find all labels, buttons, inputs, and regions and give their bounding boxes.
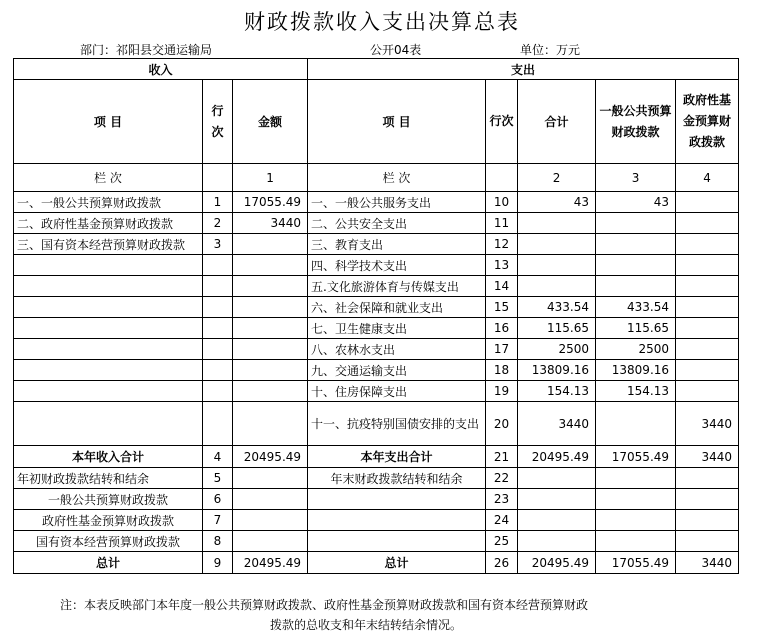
expense-general: 17055.49 xyxy=(596,446,676,468)
expense-total: 3440 xyxy=(518,402,596,446)
income-amount xyxy=(233,297,308,318)
expense-fund: 3440 xyxy=(676,446,739,468)
expense-fund-header: 政府性基金预算财政拨款 xyxy=(676,80,739,164)
table-row xyxy=(14,339,739,360)
expense-line: 16 xyxy=(486,318,518,339)
expense-fund xyxy=(676,468,739,489)
expense-item: 九、交通运输支出 xyxy=(308,360,486,381)
income-item xyxy=(14,276,203,297)
expense-item: 二、公共安全支出 xyxy=(308,213,486,234)
expense-fund xyxy=(676,255,739,276)
footnote-line-2: 拨款的总收支和年末结转结余情况。 xyxy=(270,618,463,632)
expense-header: 支出 xyxy=(308,59,739,80)
expense-line: 14 xyxy=(486,276,518,297)
expense-general: 17055.49 xyxy=(596,552,676,574)
expense-fund xyxy=(676,510,739,531)
income-line: 4 xyxy=(203,446,233,468)
carry-row xyxy=(14,489,739,510)
expense-item: 六、社会保障和就业支出 xyxy=(308,297,486,318)
income-amount xyxy=(233,339,308,360)
expense-line-header: 行次 xyxy=(486,80,518,164)
income-item: 一般公共预算财政拨款 xyxy=(14,489,203,510)
income-line xyxy=(203,297,233,318)
expense-total: 20495.49 xyxy=(518,446,596,468)
expense-general xyxy=(596,468,676,489)
income-amount: 20495.49 xyxy=(233,552,308,574)
expense-general xyxy=(596,234,676,255)
expense-general: 43 xyxy=(596,192,676,213)
income-item xyxy=(14,297,203,318)
expense-item: 一、一般公共服务支出 xyxy=(308,192,486,213)
expense-total xyxy=(518,468,596,489)
expense-line: 23 xyxy=(486,489,518,510)
expense-line: 13 xyxy=(486,255,518,276)
expense-general: 2500 xyxy=(596,339,676,360)
expense-total xyxy=(518,510,596,531)
income-line: 7 xyxy=(203,510,233,531)
expense-general: 154.13 xyxy=(596,381,676,402)
carry-row xyxy=(14,468,739,489)
budget-table xyxy=(13,58,739,574)
income-item: 二、政府性基金预算财政拨款 xyxy=(14,213,203,234)
expense-total xyxy=(518,531,596,552)
income-line: 5 xyxy=(203,468,233,489)
income-line: 1 xyxy=(203,192,233,213)
income-amount: 20495.49 xyxy=(233,446,308,468)
income-line xyxy=(203,255,233,276)
expense-line: 10 xyxy=(486,192,518,213)
income-item: 国有资本经营预算财政拨款 xyxy=(14,531,203,552)
expense-item: 五.文化旅游体育与传媒支出 xyxy=(308,276,486,297)
income-line xyxy=(203,360,233,381)
income-item-header: 项 目 xyxy=(14,80,203,164)
table-row xyxy=(14,192,739,213)
table-row xyxy=(14,234,739,255)
table-row xyxy=(14,213,739,234)
income-line: 8 xyxy=(203,531,233,552)
carry-row xyxy=(14,531,739,552)
income-amount: 17055.49 xyxy=(233,192,308,213)
income-amount xyxy=(233,531,308,552)
income-line-header: 行次 xyxy=(203,80,233,164)
income-grand-total-label: 总计 xyxy=(14,552,203,574)
empty-cell xyxy=(203,164,233,192)
table-row xyxy=(14,276,739,297)
department-label: 部门：祁阳县交通运输局 xyxy=(80,43,213,57)
expense-total: 13809.16 xyxy=(518,360,596,381)
expense-total xyxy=(518,234,596,255)
expense-fund xyxy=(676,213,739,234)
expense-general: 115.65 xyxy=(596,318,676,339)
expense-general xyxy=(596,489,676,510)
expense-item: 八、农林水支出 xyxy=(308,339,486,360)
income-line: 9 xyxy=(203,552,233,574)
income-col-label: 栏 次 xyxy=(14,164,203,192)
expense-item: 年末财政拨款结转和结余 xyxy=(308,468,486,489)
expense-total-header: 合计 xyxy=(518,80,596,164)
income-line xyxy=(203,276,233,297)
expense-line: 22 xyxy=(486,468,518,489)
expense-general xyxy=(596,213,676,234)
expense-line: 15 xyxy=(486,297,518,318)
income-item: 三、国有资本经营预算财政拨款 xyxy=(14,234,203,255)
expense-general: 13809.16 xyxy=(596,360,676,381)
expense-fund xyxy=(676,339,739,360)
income-line xyxy=(203,318,233,339)
expense-total xyxy=(518,489,596,510)
header-row-sections xyxy=(14,59,739,80)
expense-col-2: 2 xyxy=(518,164,596,192)
carry-row xyxy=(14,510,739,531)
expense-fund xyxy=(676,276,739,297)
expense-general xyxy=(596,402,676,446)
grand-total-row xyxy=(14,552,739,574)
income-amount xyxy=(233,234,308,255)
expense-grand-total-label: 总计 xyxy=(308,552,486,574)
expense-general xyxy=(596,510,676,531)
expense-item: 三、教育支出 xyxy=(308,234,486,255)
income-line xyxy=(203,381,233,402)
income-item xyxy=(14,318,203,339)
expense-total: 433.54 xyxy=(518,297,596,318)
income-line: 2 xyxy=(203,213,233,234)
footnote xyxy=(60,595,710,635)
income-item xyxy=(14,255,203,276)
table-row xyxy=(14,381,739,402)
expense-line: 18 xyxy=(486,360,518,381)
expense-total xyxy=(518,213,596,234)
income-amount xyxy=(233,255,308,276)
expense-total: 2500 xyxy=(518,339,596,360)
unit-label: 单位：万元 xyxy=(520,43,581,57)
expense-fund: 3440 xyxy=(676,402,739,446)
income-amount xyxy=(233,381,308,402)
expense-line: 11 xyxy=(486,213,518,234)
footnote-line-1: 注：本表反映部门本年度一般公共预算财政拨款、政府性基金预算财政拨款和国有资本经营预算财政 xyxy=(60,598,589,612)
covid-row xyxy=(14,402,739,446)
expense-total: 115.65 xyxy=(518,318,596,339)
expense-fund xyxy=(676,360,739,381)
income-amount xyxy=(233,318,308,339)
expense-total: 20495.49 xyxy=(518,552,596,574)
income-line xyxy=(203,339,233,360)
expense-line: 24 xyxy=(486,510,518,531)
income-amount xyxy=(233,468,308,489)
expense-col-3: 3 xyxy=(596,164,676,192)
expense-item: 四、科学技术支出 xyxy=(308,255,486,276)
expense-fund xyxy=(676,234,739,255)
expense-fund xyxy=(676,297,739,318)
expense-item: 十、住房保障支出 xyxy=(308,381,486,402)
year-total-row xyxy=(14,446,739,468)
income-year-total-label: 本年收入合计 xyxy=(14,446,203,468)
expense-fund xyxy=(676,192,739,213)
expense-line: 17 xyxy=(486,339,518,360)
table-row xyxy=(14,360,739,381)
expense-general: 433.54 xyxy=(596,297,676,318)
expense-total: 154.13 xyxy=(518,381,596,402)
expense-general xyxy=(596,531,676,552)
income-amount xyxy=(233,276,308,297)
column-index-row xyxy=(14,164,739,192)
income-item xyxy=(14,360,203,381)
income-line: 3 xyxy=(203,234,233,255)
income-line: 6 xyxy=(203,489,233,510)
expense-year-total-label: 本年支出合计 xyxy=(308,446,486,468)
expense-item xyxy=(308,510,486,531)
income-line xyxy=(203,402,233,446)
empty-cell xyxy=(486,164,518,192)
expense-general-header: 一般公共预算财政拨款 xyxy=(596,80,676,164)
expense-item xyxy=(308,489,486,510)
income-header: 收入 xyxy=(14,59,308,80)
expense-line: 19 xyxy=(486,381,518,402)
expense-col-4: 4 xyxy=(676,164,739,192)
expense-fund xyxy=(676,489,739,510)
income-amount xyxy=(233,510,308,531)
expense-fund xyxy=(676,381,739,402)
expense-general xyxy=(596,255,676,276)
expense-fund xyxy=(676,531,739,552)
expense-item: 十一、抗疫特别国债安排的支出 xyxy=(308,402,486,446)
income-amount xyxy=(233,489,308,510)
income-item xyxy=(14,339,203,360)
income-amount: 3440 xyxy=(233,213,308,234)
income-item xyxy=(14,381,203,402)
expense-fund: 3440 xyxy=(676,552,739,574)
expense-line: 20 xyxy=(486,402,518,446)
report-title: 财政拨款收入支出决算总表 xyxy=(244,10,520,34)
expense-item: 七、卫生健康支出 xyxy=(308,318,486,339)
income-amount xyxy=(233,360,308,381)
table-row xyxy=(14,318,739,339)
expense-total xyxy=(518,255,596,276)
expense-total xyxy=(518,276,596,297)
header-row-columns xyxy=(14,80,739,164)
expense-item xyxy=(308,531,486,552)
table-row xyxy=(14,255,739,276)
income-item: 年初财政拨款结转和结余 xyxy=(14,468,203,489)
income-col-1: 1 xyxy=(233,164,308,192)
income-item xyxy=(14,402,203,446)
expense-fund xyxy=(676,318,739,339)
income-amount xyxy=(233,402,308,446)
expense-line: 21 xyxy=(486,446,518,468)
expense-general xyxy=(596,276,676,297)
income-amount-header: 金额 xyxy=(233,80,308,164)
expense-line: 26 xyxy=(486,552,518,574)
table-row xyxy=(14,297,739,318)
expense-total: 43 xyxy=(518,192,596,213)
expense-line: 25 xyxy=(486,531,518,552)
expense-col-label: 栏 次 xyxy=(308,164,486,192)
expense-item-header: 项 目 xyxy=(308,80,486,164)
income-item: 一、一般公共预算财政拨款 xyxy=(14,192,203,213)
table-number: 公开04表 xyxy=(370,43,422,57)
income-item: 政府性基金预算财政拨款 xyxy=(14,510,203,531)
expense-line: 12 xyxy=(486,234,518,255)
